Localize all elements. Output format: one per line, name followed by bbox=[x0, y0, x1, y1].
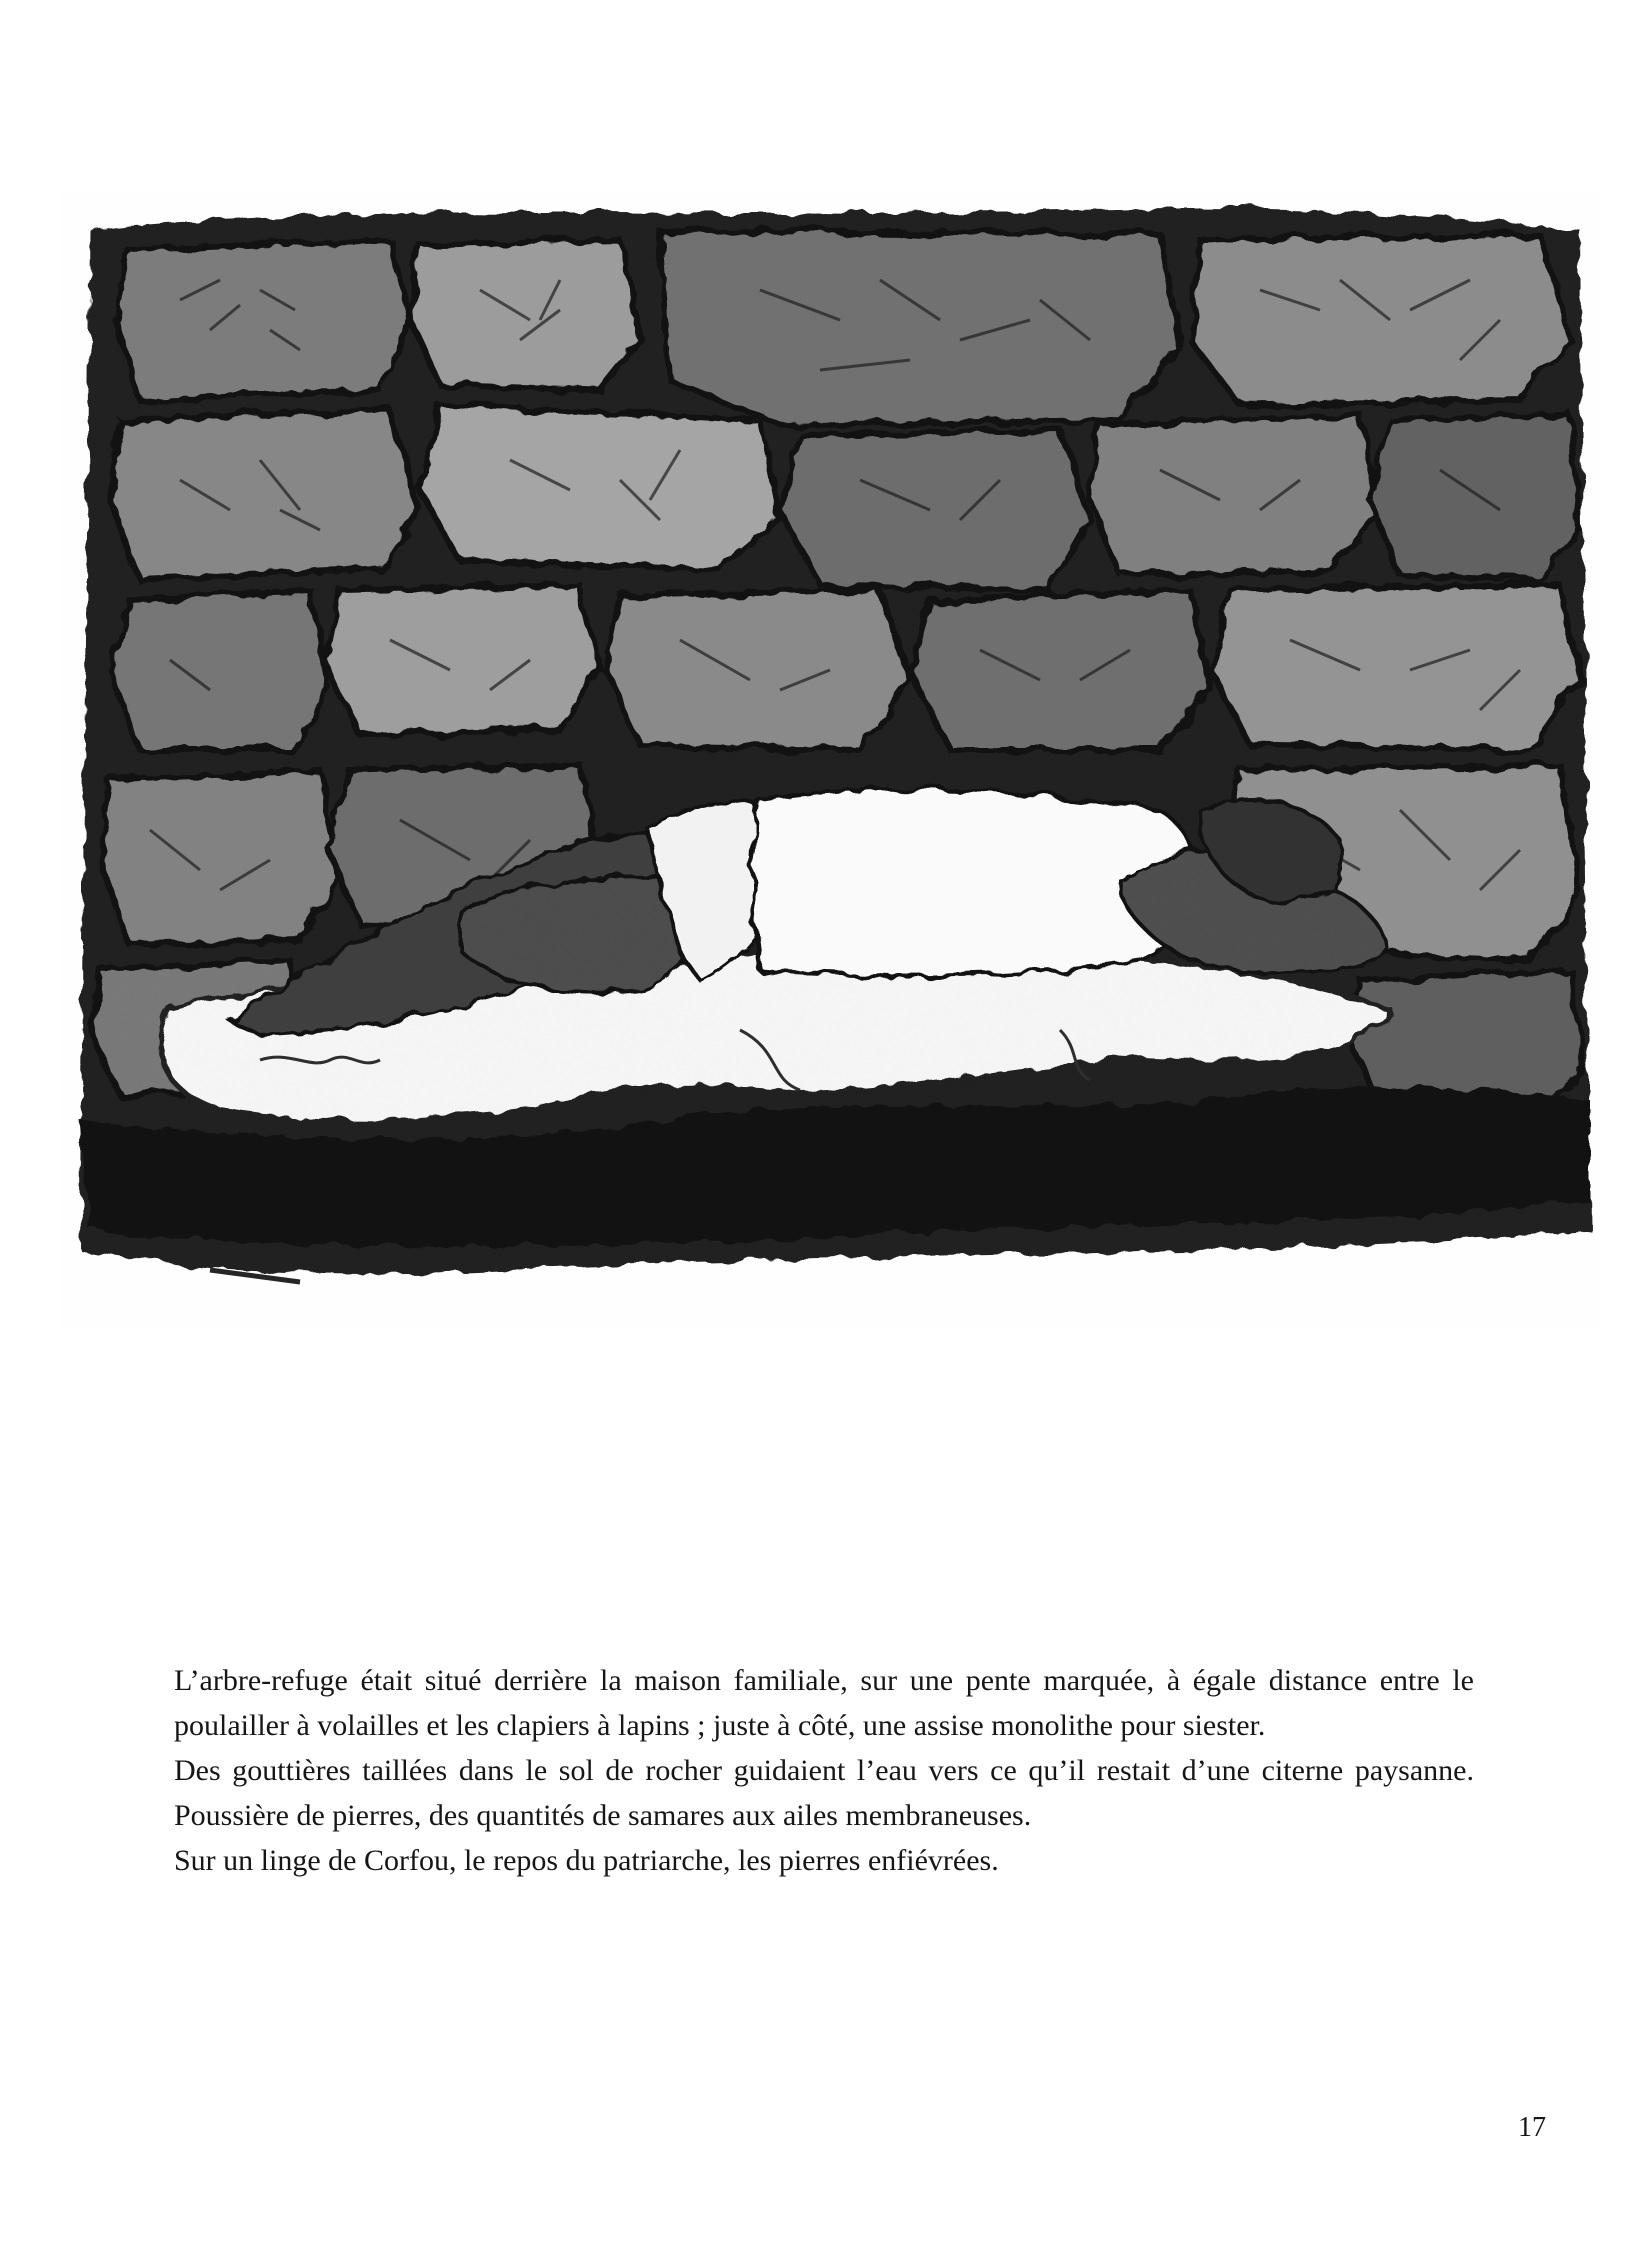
paragraph-arbre-refuge: L’arbre-refuge était situé derrière la maison familiale, sur une pente marquée, à égale distance entre le poulailler à volailles et les clapiers à lapins ; juste à côté, une assise monolithe pour siester. bbox=[174, 1664, 1474, 1742]
illustration-svg bbox=[60, 190, 1600, 1330]
paragraph-gouttieres: Des gouttières taillées dans le sol de rocher guidaient l’eau vers ce qu’il restait d’une citerne paysanne. Poussière de pierres, des quantités de samares aux ailes membraneuses. bbox=[174, 1754, 1474, 1832]
body-text bbox=[174, 1658, 1474, 1883]
charcoal-illustration-stone-wall-sleeping-figure bbox=[60, 190, 1600, 1330]
page-number: 17 bbox=[1518, 2112, 1546, 2143]
paragraph-linge-de-corfou: Sur un linge de Corfou, le repos du patriarche, les pierres enfiévrées. bbox=[174, 1844, 999, 1877]
